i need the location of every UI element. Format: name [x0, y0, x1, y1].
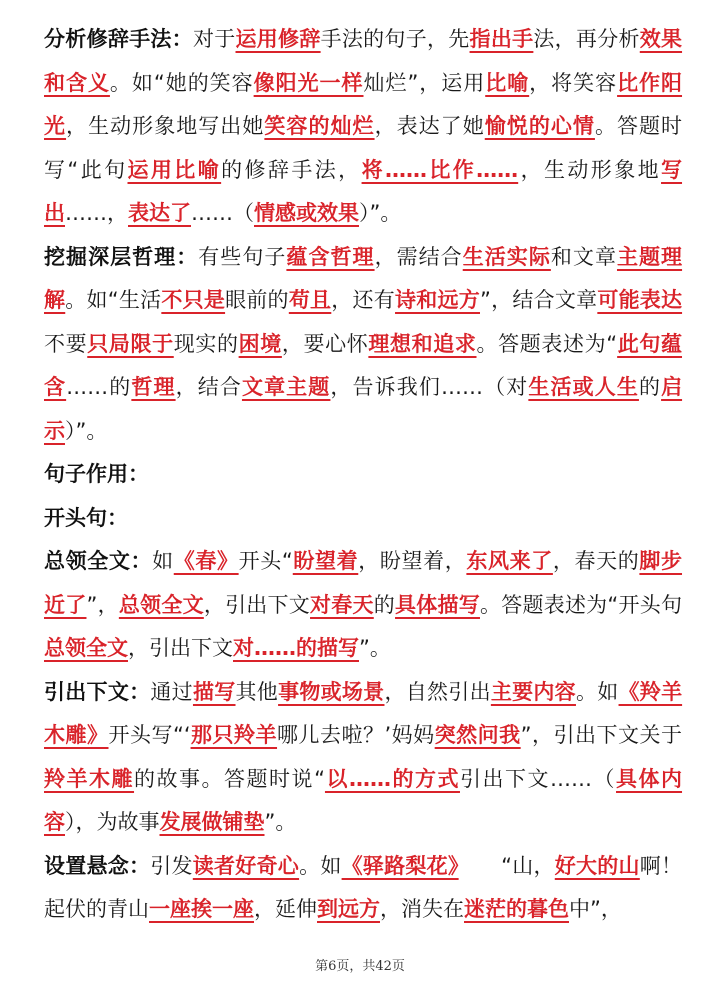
- body-text: ，生动形象地: [518, 157, 662, 182]
- key-phrase: 迷茫的暮色: [464, 897, 569, 921]
- body-text: 和文章: [550, 244, 617, 269]
- body-text: 啊！起伏的青山: [44, 853, 683, 921]
- key-phrase: 运用修辞: [235, 27, 321, 51]
- key-phrase: 可能表达: [597, 288, 683, 312]
- paragraph-sentence-function: [44, 453, 682, 497]
- key-phrase: 写出: [44, 157, 683, 225]
- key-phrase: 主要内容: [490, 679, 576, 704]
- body-text: ，延伸: [254, 897, 317, 921]
- key-phrase: 启示: [44, 375, 683, 443]
- key-phrase: 东风来了: [466, 549, 553, 573]
- body-text: 。答题表述为“: [476, 331, 618, 356]
- body-text: 。答题表述为“开头句: [479, 592, 683, 617]
- heading-label: 分析修辞手法：: [44, 27, 193, 51]
- key-phrase: 读者好奇心: [192, 853, 300, 878]
- body-text: 引出下文……（: [459, 766, 617, 791]
- key-phrase: 羚羊木雕: [44, 766, 135, 791]
- paragraph-deep-philosophy: [44, 236, 682, 454]
- body-text: 中”，: [569, 897, 622, 921]
- body-text: ……的: [66, 375, 132, 399]
- body-text: 哪儿去啦？’妈妈: [277, 723, 435, 747]
- body-text: 。如“生活: [65, 288, 162, 312]
- body-text: ，引出下文: [203, 592, 311, 617]
- key-phrase: 脚步近了: [44, 549, 683, 617]
- key-phrase: 不只是: [161, 288, 226, 312]
- key-phrase: 此句蕴含: [44, 331, 683, 399]
- body-text: 对于: [192, 27, 236, 51]
- body-text: 引发: [150, 853, 193, 878]
- key-phrase: 突然问我: [434, 723, 521, 747]
- key-phrase: 文章主题: [241, 375, 331, 399]
- body-text: 不要: [44, 331, 88, 356]
- body-text: 的: [373, 592, 396, 617]
- body-text: ，告诉我们……（对: [330, 375, 529, 399]
- key-phrase: 对……的描写: [233, 636, 359, 660]
- paragraph-opening-sentence: [44, 497, 682, 541]
- body-text: 的修辞手法，: [221, 157, 362, 182]
- body-text: ”，结合文章: [480, 288, 598, 312]
- key-phrase: 将……比作……: [361, 157, 519, 182]
- key-phrase: 总领全文: [44, 636, 128, 660]
- body-text: 现实的: [173, 331, 239, 356]
- body-text: ……，: [65, 201, 128, 225]
- body-text: 开头“: [238, 549, 293, 573]
- key-phrase: 具体内容: [44, 766, 683, 834]
- key-phrase: 发展做铺垫: [159, 810, 265, 834]
- body-text: 开头写“‘: [108, 723, 191, 747]
- key-phrase: 情感或效果: [254, 201, 359, 225]
- body-text: ）”。: [359, 201, 402, 225]
- body-text: ”。: [359, 636, 391, 660]
- body-text: “山，: [458, 853, 555, 878]
- body-text: ，春天的: [552, 549, 640, 573]
- body-text: 灿烂”，运用: [363, 70, 486, 95]
- key-phrase: 指出手: [469, 27, 534, 51]
- key-phrase: 生活实际: [462, 244, 551, 269]
- paragraph-analyze-rhetoric: [44, 18, 682, 236]
- heading-label: 引出下文：: [44, 679, 151, 704]
- body-text: 有些句子: [198, 244, 287, 269]
- key-phrase: 《羚羊木雕》: [44, 679, 683, 747]
- key-phrase: 愉悦的心情: [484, 114, 595, 138]
- key-phrase: 哲理: [131, 375, 176, 399]
- body-text: ”，: [86, 592, 119, 617]
- key-phrase: 总领全文: [118, 592, 204, 617]
- key-phrase: 《春》: [173, 549, 239, 573]
- body-text: ，还有: [331, 288, 396, 312]
- body-text: ”，引出下文关于: [520, 723, 683, 747]
- document-body: [44, 18, 682, 932]
- body-text: 通过: [150, 679, 193, 704]
- paragraph-create-suspense: [44, 845, 682, 932]
- key-phrase: 以……的方式: [324, 766, 460, 791]
- heading-label: 开头句：: [44, 505, 128, 530]
- body-text: 手法的句子，先: [320, 27, 470, 51]
- heading-label: 挖掘深层哲理：: [44, 244, 199, 269]
- key-phrase: 比喻: [485, 70, 530, 95]
- body-text: ，要心怀: [281, 331, 369, 356]
- key-phrase: 具体描写: [395, 592, 480, 617]
- key-phrase: 只局限于: [87, 331, 174, 356]
- key-phrase: 好大的山: [554, 853, 640, 878]
- page-number: 第6页，共42页: [315, 959, 405, 974]
- key-phrase: 效果和含义: [44, 27, 683, 95]
- body-text: 其他: [235, 679, 279, 704]
- key-phrase: 一座挨一座: [149, 897, 254, 921]
- body-text: ），为故事: [65, 810, 160, 834]
- heading-label: 句子作用：: [44, 462, 149, 486]
- key-phrase: 到远方: [317, 897, 380, 921]
- heading-label: 设置悬念：: [44, 853, 151, 878]
- body-text: ）”。: [65, 418, 108, 443]
- key-phrase: 蕴含哲理: [286, 244, 375, 269]
- body-text: 。答题时写“此句: [44, 114, 683, 182]
- body-text: ……（: [191, 201, 254, 225]
- body-text: 的故事。答题时说“: [134, 766, 325, 791]
- key-phrase: 盼望着: [292, 549, 359, 573]
- key-phrase: 表达了: [128, 201, 191, 225]
- key-phrase: 苟且: [288, 288, 332, 312]
- key-phrase: 理想和追求: [368, 331, 477, 356]
- key-phrase: 事物或场景: [278, 679, 385, 704]
- key-phrase: 生活或人生: [528, 375, 639, 399]
- body-text: 。如: [299, 853, 342, 878]
- key-phrase: 比作阳光: [44, 70, 683, 138]
- body-text: 法，再分析: [533, 27, 640, 51]
- key-phrase: 困境: [238, 331, 282, 356]
- body-text: 如: [152, 549, 174, 573]
- body-text: ，生动形象地写出她: [66, 114, 265, 138]
- key-phrase: 诗和远方: [395, 288, 480, 312]
- key-phrase: 那只羚羊: [190, 723, 278, 747]
- key-phrase: 描写: [192, 679, 236, 704]
- body-text: ，结合: [175, 375, 242, 399]
- body-text: 。如: [575, 679, 619, 704]
- heading-label: 总领全文：: [44, 549, 153, 573]
- paragraph-lead-following: [44, 671, 682, 845]
- key-phrase: 运用比喻: [127, 157, 222, 182]
- body-text: ，引出下文: [128, 636, 233, 660]
- body-text: 眼前的: [225, 288, 289, 312]
- key-phrase: 对春天: [310, 592, 374, 617]
- body-text: 。如“她的笑容: [109, 70, 254, 95]
- body-text: ，消失在: [380, 897, 464, 921]
- body-text: ，自然引出: [384, 679, 491, 704]
- key-phrase: 笑容的灿烂: [264, 114, 375, 138]
- body-text: ，表达了她: [374, 114, 485, 138]
- body-text: ，将笑容: [529, 70, 618, 95]
- key-phrase: 主题理解: [44, 244, 683, 312]
- body-text: ，盼望着，: [358, 549, 467, 573]
- key-phrase: 《驿路梨花》: [341, 853, 459, 878]
- body-text: 的: [638, 375, 662, 399]
- paragraph-summarize-whole: [44, 540, 682, 671]
- body-text: ”。: [264, 810, 297, 834]
- body-text: ，需结合: [374, 244, 463, 269]
- key-phrase: 像阳光一样: [253, 70, 364, 95]
